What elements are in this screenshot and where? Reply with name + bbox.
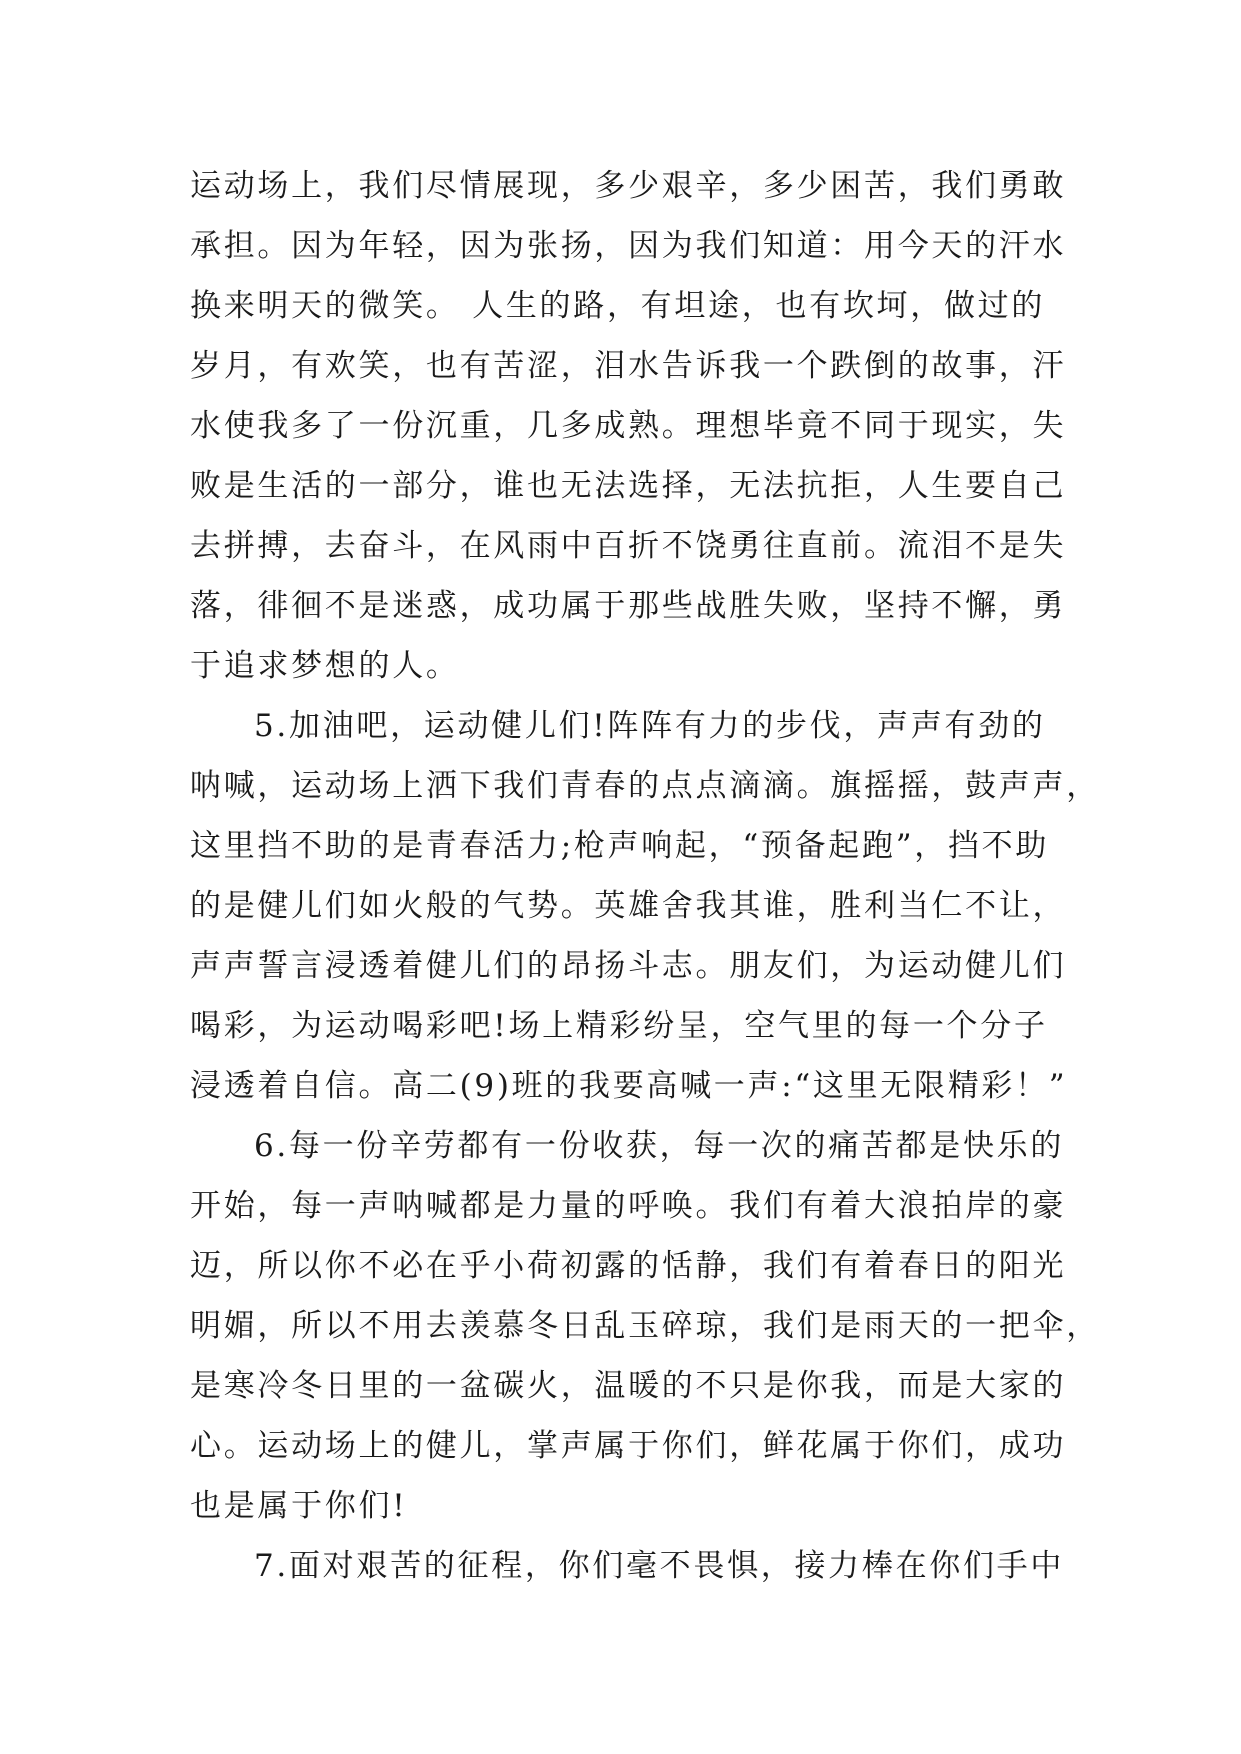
text-line: 去拼搏，去奋斗，在风雨中百折不饶勇往直前。流泪不是失 bbox=[190, 528, 1067, 564]
paragraph-start-line: 6.每一份辛劳都有一份收获，每一次的痛苦都是快乐的 bbox=[254, 1128, 1065, 1164]
text-line: 换来明天的微笑。 人生的路，有坦途，也有坎坷，做过的 bbox=[190, 288, 1046, 324]
text-line: 也是属于你们! bbox=[190, 1488, 408, 1524]
text-line: 落，徘徊不是迷惑，成功属于那些战胜失败，坚持不懈，勇 bbox=[190, 588, 1067, 624]
text-line: 于追求梦想的人。 bbox=[190, 648, 460, 684]
text-line: 承担。因为年轻，因为张扬，因为我们知道：用今天的汗水 bbox=[190, 228, 1067, 264]
text-line: 开始，每一声呐喊都是力量的呼唤。我们有着大浪拍岸的豪 bbox=[190, 1188, 1067, 1224]
text-line: 岁月，有欢笑，也有苦涩，泪水告诉我一个跌倒的故事，汗 bbox=[190, 348, 1067, 384]
text-line: 是寒冷冬日里的一盆碳火，温暖的不只是你我，而是大家的 bbox=[190, 1368, 1067, 1404]
text-line: 运动场上，我们尽情展现，多少艰辛，多少困苦，我们勇敢 bbox=[190, 168, 1067, 204]
text-line: 水使我多了一份沉重，几多成熟。理想毕竟不同于现实，失 bbox=[190, 408, 1067, 444]
text-line: 的是健儿们如火般的气势。英雄舍我其谁，胜利当仁不让， bbox=[190, 888, 1067, 924]
text-line: 这里挡不助的是青春活力;枪声响起，“预备起跑”，挡不助 bbox=[190, 828, 1050, 864]
text-line: 败是生活的一部分，谁也无法选择，无法抗拒，人生要自己 bbox=[190, 468, 1067, 504]
text-line: 心。运动场上的健儿，掌声属于你们，鲜花属于你们，成功 bbox=[190, 1428, 1067, 1464]
text-line: 呐喊，运动场上洒下我们青春的点点滴滴。旗摇摇，鼓声声， bbox=[190, 768, 1100, 804]
paragraph-start-line: 7.面对艰苦的征程，你们毫不畏惧，接力棒在你们手中 bbox=[254, 1548, 1065, 1584]
paragraph-start-line: 5.加油吧，运动健儿们!阵阵有力的步伐，声声有劲的 bbox=[254, 708, 1046, 744]
text-line: 迈，所以你不必在乎小荷初露的恬静，我们有着春日的阳光 bbox=[190, 1248, 1067, 1284]
document-body bbox=[190, 156, 1100, 1596]
text-line: 喝彩，为运动喝彩吧!场上精彩纷呈，空气里的每一个分子 bbox=[190, 1008, 1048, 1044]
text-line: 声声誓言浸透着健儿们的昂扬斗志。朋友们，为运动健儿们 bbox=[190, 948, 1067, 984]
text-line: 浸透着自信。高二(9)班的我要高喊一声:“这里无限精彩！” bbox=[190, 1068, 1068, 1104]
text-line: 明媚，所以不用去羡慕冬日乱玉碎琼，我们是雨天的一把伞， bbox=[190, 1308, 1100, 1344]
